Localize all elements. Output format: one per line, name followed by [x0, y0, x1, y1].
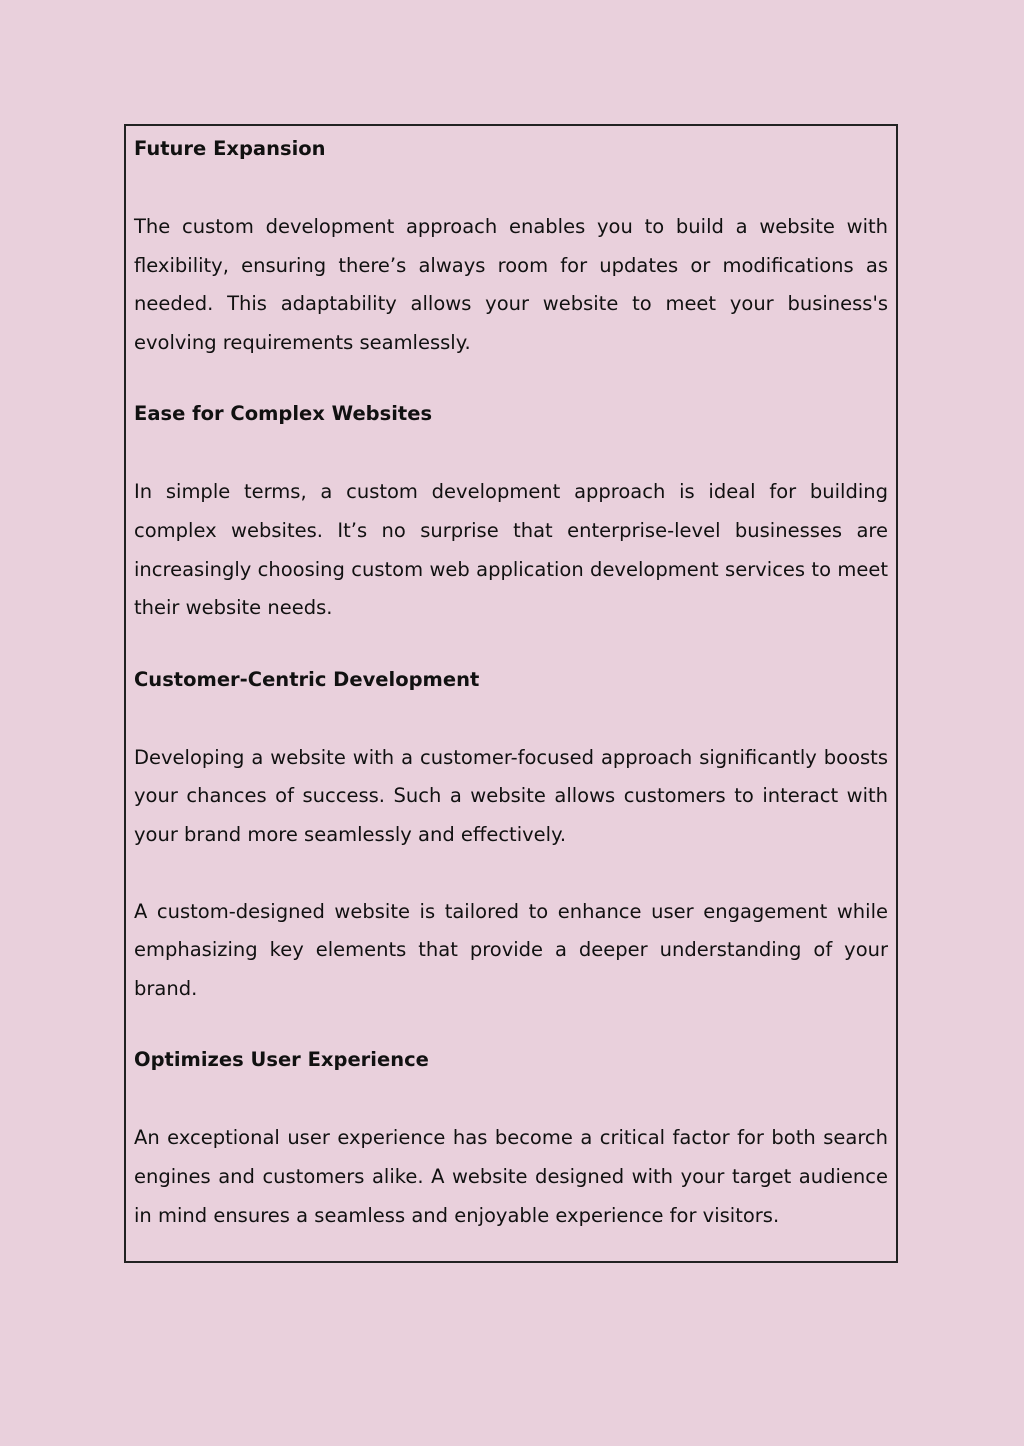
section-heading-customer-centric-development: Customer-Centric Development — [134, 667, 480, 691]
paragraph-optimizes-user-experience: An exceptional user experience has become a critical factor for both search engines and customers alike. A website designed with your target audience in mind ensures a seamless and enjoyable experience for visitors. — [134, 1126, 888, 1227]
paragraph-future-expansion: The custom development approach enables you to build a website with flexibility, ensuring there’s always room for updates or modifications as needed. This adaptability allows your website to meet your business's evolving requirements seamlessly. — [134, 215, 888, 354]
paragraph-customer-centric-development-1: Developing a website with a customer-focused approach significantly boosts your chances of success. Such a website allows customers to interact with your brand more seamlessly and effectively. — [134, 745, 888, 846]
section-heading-ease-for-complex-websites: Ease for Complex Websites — [134, 402, 433, 426]
content-box — [124, 124, 898, 1263]
paragraph-ease-for-complex-websites: In simple terms, a custom development approach is ideal for building complex websites. It’s no surprise that enterprise-level businesses are increasingly choosing custom web application development services to meet their website needs. — [134, 480, 888, 620]
section-heading-optimizes-user-experience: Optimizes User Experience — [134, 1048, 429, 1072]
section-heading-future-expansion: Future Expansion — [134, 137, 326, 160]
paragraph-customer-centric-development-2: A custom-designed website is tailored to enhance user engagement while emphasizing key elements that provide a deeper understanding of your brand. — [134, 899, 888, 1000]
